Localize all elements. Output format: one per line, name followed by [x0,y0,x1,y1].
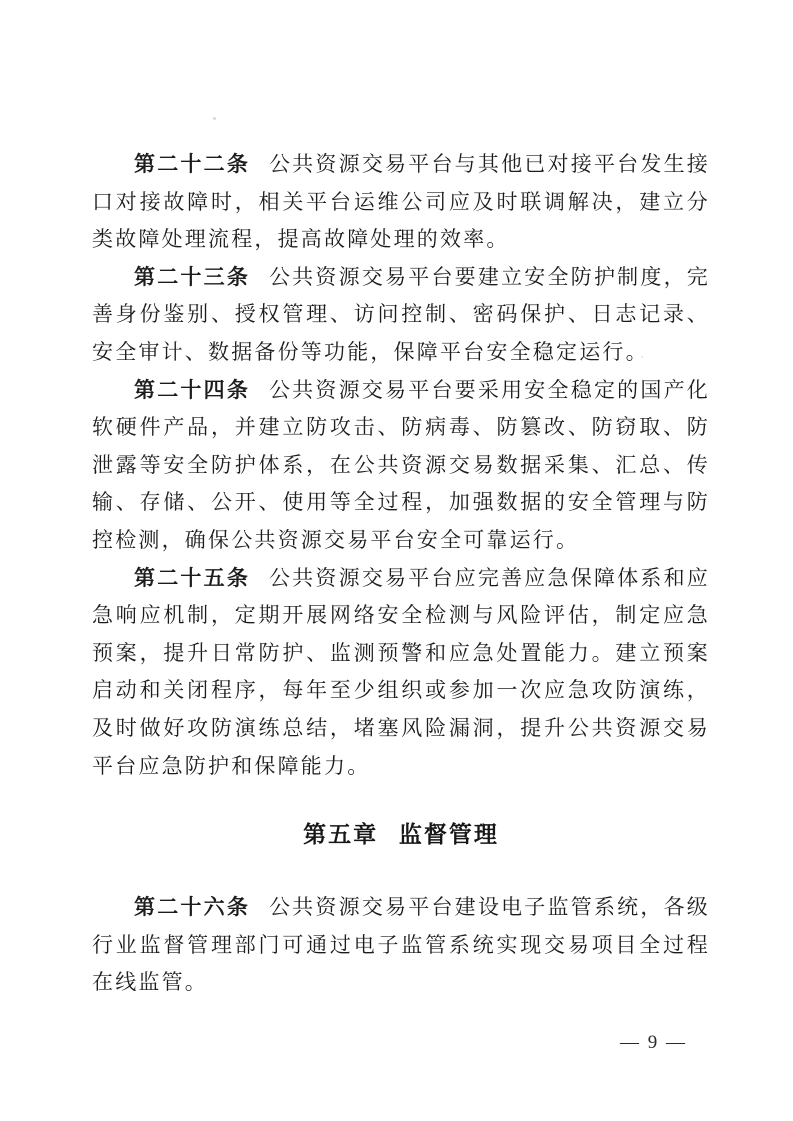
article-number: 第二十二条 [134,152,251,176]
article-number: 第二十三条 [134,264,251,289]
article-number: 第二十四条 [134,377,251,402]
article-paragraph-23 [92,259,710,372]
article-number: 第二十五条 [134,565,251,590]
article-text: 公共资源交易平台与其他已对接平台发生接口对接故障时，相关平台运维公司应及时联调解决，建立分类故障处理流程，提高故障处理的效率。 [92,152,710,252]
chapter-title: 监督管理 [398,821,499,848]
article-paragraph-22 [92,146,710,259]
article-number: 第二十六条 [134,895,251,920]
article-text: 公共资源交易平台要采用安全稳定的国产化软硬件产品，并建立防攻击、防病毒、防篡改、防窃取、防泄露等安全防护体系，在公共资源交易数据采集、汇总、传输、存储、公开、使用等全过程，加强数据的安全管理与防控检测，确保公共资源交易平台安全可靠运行。 [92,377,710,552]
article-paragraph-24 [92,372,710,560]
article-paragraph-25 [92,560,710,786]
article-text: 公共资源交易平台建设电子监管系统，各级行业监督管理部门可通过电子监管系统实现交易项目全过程在线监管。 [92,895,710,995]
chapter-heading [92,815,710,853]
chapter-number: 第五章 [303,821,379,848]
scan-speck [213,117,216,120]
page-number: — 9 — [620,1032,687,1053]
article-paragraph-26 [92,889,710,1002]
document-body [92,146,710,1002]
article-text: 公共资源交易平台要建立安全防护制度，完善身份鉴别、授权管理、访问控制、密码保护、日志记录、安全审计、数据备份等功能，保障平台安全稳定运行。 [92,264,710,364]
article-text: 公共资源交易平台应完善应急保障体系和应急响应机制，定期开展网络安全检测与风险评估，制定应急预案，提升日常防护、监测预警和应急处置能力。建立预案启动和关闭程序，每年至少组织或参加一次应急攻防演练，及时做好攻防演练总结，堵塞风险漏洞，提升公共资源交易平台应急防护和保障能力。 [92,565,710,778]
